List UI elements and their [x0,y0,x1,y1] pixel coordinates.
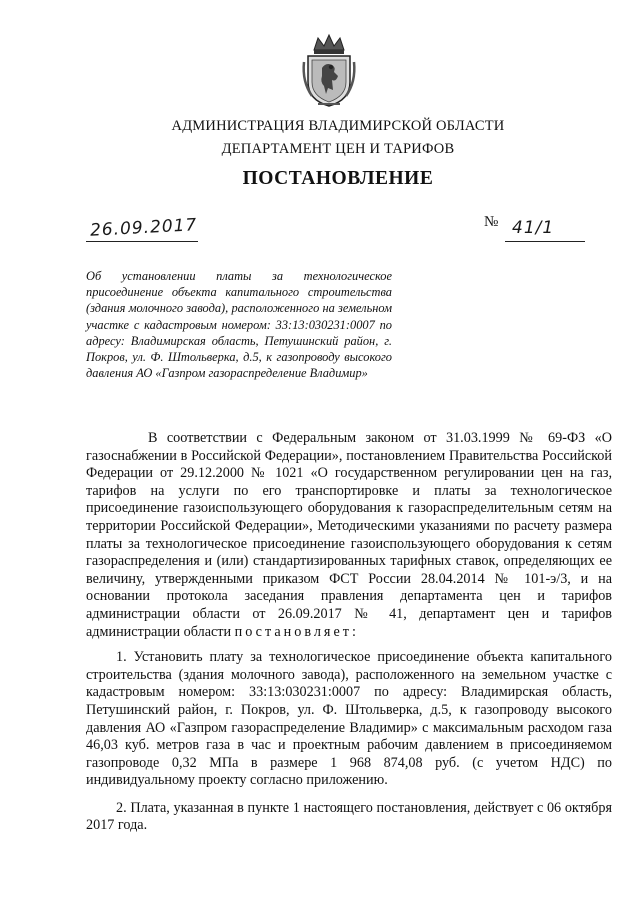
document-date: 26.09.2017 [89,215,198,241]
paragraph-item-1: 1. Установить плату за технологическое присоединение объекта капитального строительства (здания молочного завода), расположенного на земельном участке с кадастровым номером: 33:13:030231:0007 по адресу: Владимирская область, Петушинский район, г. Покров, ул. Ф. Штольверка, д.5, к газопроводу высокого давления АО «Газпром газораспределение Владимир» с максимальным расходом газа 46,03 куб. метров газа в час и проектным рабочим давлением в присоединяемом газопроводе 0,32 МПа в размере 1 968 874,08 руб. (с учетом НДС) по индивидуальному проекту согласно приложению. [86,649,612,789]
document-title: ПОСТАНОВЛЕНИЕ [242,168,434,189]
document-body [86,430,612,835]
number-underline [505,241,585,242]
paragraph-item-2: 2. Плата, указанная в пункте 1 настоящего постановления, действует с 06 октября 2017 года. [86,799,612,834]
paragraph-preamble [86,430,612,641]
date-underline [86,241,198,242]
number-sign: № [484,214,499,230]
document-number: 41/1 [512,218,555,238]
document-subject: Об установлении платы за технологическое присоединение объекта капитального строительства (здания молочного завода), расположенного на земельном участке с кадастровым номером: 33:13:030231:0007 по адресу: Владимирская область, Петушинский район, г. Покров, ул. Ф. Штольверка, д.5, к газопроводу высокого давления АО «Газпром газораспределение Владимир» [86,269,392,381]
decree-word: постановляет: [234,623,359,640]
organization-name: АДМИНИСТРАЦИЯ ВЛАДИМИРСКОЙ ОБЛАСТИ [171,118,505,134]
coat-of-arms-icon [300,32,358,108]
preamble-text: В соответствии с Федеральным законом от 31.03.1999 № 69-ФЗ «О газоснабжении в Российской Федерации», постановлением Правительства Российской Федерации от 29.12.2000 № 1021 «О государственном регулировании цен на газ, тарифов на услуги по его транспортировке и платы за технологическое присоединение газоиспользующего оборудования к газораспределительным сетям на территории Российской Федерации», Методическими указаниями по расчету размера платы за технологическое присоединение газоиспользующего оборудования к сетям газораспределения и (или) стандартизированных тарифных ставок, определяющих ее величину, утвержденными приказом ФСТ России 28.04.2014 № 101-э/3, и на основании протокола заседания правления департамента цен и тарифов администрации области от 26.09.2017 № 41, департамент цен и тарифов администрации области [86,430,612,640]
department-name: ДЕПАРТАМЕНТ ЦЕН И ТАРИФОВ [221,141,455,157]
